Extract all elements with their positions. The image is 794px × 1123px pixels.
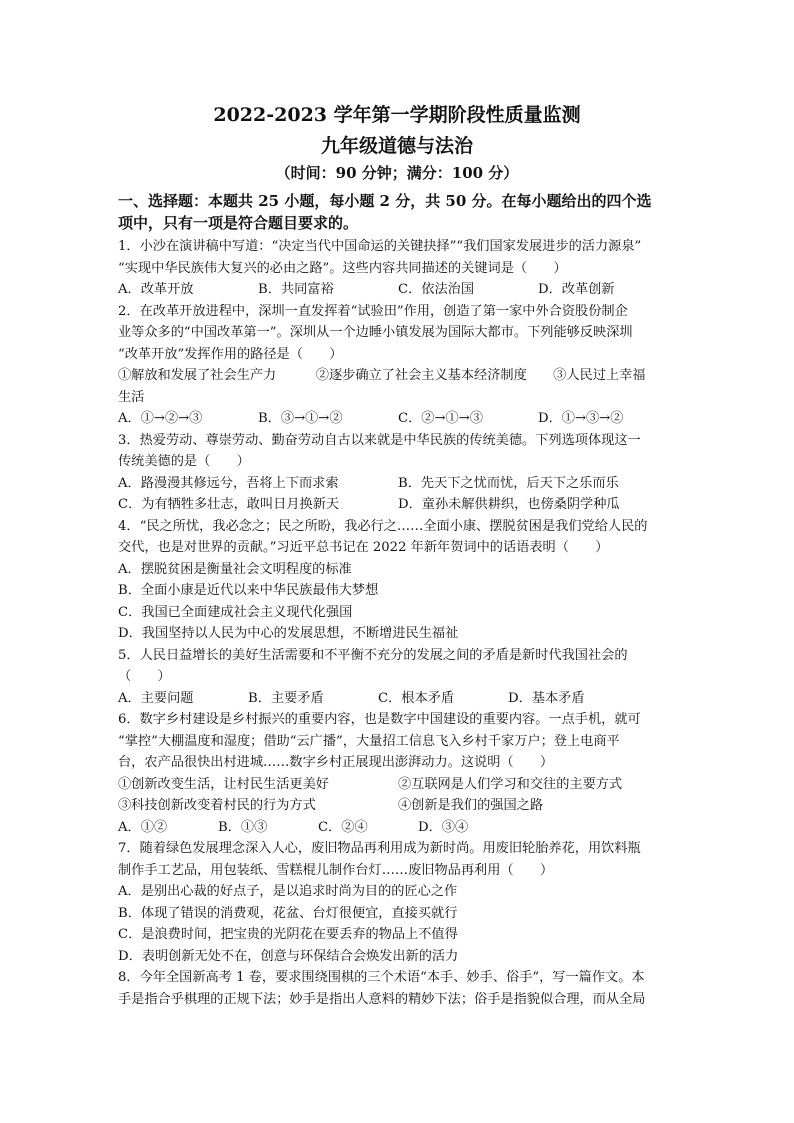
question-text: 交代，也是对世界的贡献。”习近平总书记在 2022 年新年贺词中的话语表明（ ）: [118, 540, 609, 555]
question-4: [118, 516, 678, 645]
statement-list: 生活: [118, 389, 145, 405]
option-c: C．②→①→③: [398, 411, 483, 426]
exam-content: [118, 190, 678, 1010]
statement-list: ①解放和发展了社会生产力 ②逐步确立了社会主义基本经济制度 ③人民过上幸福: [118, 368, 646, 383]
option-c: C．我国已全面建成社会主义现代化强国: [118, 604, 353, 620]
option-b: B．主要矛盾: [248, 690, 324, 706]
question-text: 4．“民之所忧，我必念之；民之所盼，我必行之……全面小康、摆脱贫困是我们党给人民的: [118, 518, 648, 534]
option-c: C．②④: [318, 819, 368, 835]
section-heading-line-2: 项中，只有一项是符合题目要求的。: [118, 214, 359, 232]
exam-time-note: （时间：90 分钟；满分：100 分）: [275, 164, 519, 182]
option-c: C．为有牺牲多壮志，敢叫日月换新天: [118, 497, 340, 512]
statement-3: ③科技创新改变着村民的行为方式: [118, 798, 316, 813]
question-text: 1．小沙在演讲稿中写道：“决定当代中国命运的关键抉择”“我们国家发展进步的活力源泉”: [118, 239, 642, 254]
question-text: 台，农产品很快出村进城……数字乡村正展现出澎湃动力。这说明（ ）: [118, 755, 554, 770]
question-text: “实现中华民族伟大复兴的必由之路”。这些内容共同描述的关键词是（ ）: [118, 260, 567, 276]
question-text: 6．数字乡村建设是乡村振兴的重要内容，也是数字中国建设的重要内容。一点手机，就可: [118, 712, 641, 727]
question-text: 3．热爱劳动、尊崇劳动、勤奋劳动自古以来就是中华民族的传统美德。下列选项体现这一: [118, 432, 641, 448]
question-text: 7．随着绿色发展理念深入人心，废旧物品再利用成为新时尚。用废旧轮胎养花，用饮料瓶: [118, 841, 641, 856]
question-text: 手是指合乎棋理的正规下法；妙手是指出人意料的精妙下法；俗手是指貌似合理，而从全局: [118, 991, 646, 1007]
options-row: [118, 688, 678, 710]
question-text: 业等众多的“中国改革第一”。深圳从一个边睡小镇发展为国际大都市。下列能够反映深圳: [118, 325, 633, 340]
option-a: A．是别出心裁的好点子，是以追求时尚为目的的匠心之作: [118, 884, 458, 899]
question-1: [118, 236, 678, 301]
exam-title: 2022-2023 学年第一学期阶段性质量监测: [213, 104, 581, 126]
option-d: D．基本矛盾: [508, 690, 585, 706]
question-text: 5．人民日益增长的美好生活需要和不平衡不充分的发展之间的矛盾是新时代我国社会的: [118, 647, 628, 663]
option-d: D．表明创新无处不在，创意与环保结合会焕发出新的活力: [118, 948, 459, 964]
question-5: [118, 645, 678, 710]
statement-row: [118, 774, 678, 796]
options-row: [118, 279, 678, 301]
question-7: [118, 838, 678, 967]
option-d: D．③④: [418, 819, 469, 835]
question-text: （ ）: [118, 669, 171, 684]
question-3: [118, 430, 678, 516]
question-text: “改革开放”发挥作用的路径是（ ）: [118, 346, 343, 362]
section-heading-line-1: 一、选择题：本题共 25 小题，每小题 2 分，共 50 分。在每小题给出的四个选: [118, 192, 652, 210]
option-c: C．依法治国: [398, 282, 475, 297]
option-b: B．共同富裕: [258, 282, 334, 297]
option-b: B．全面小康是近代以来中华民族最伟大梦想: [118, 583, 379, 598]
options-row: [118, 817, 678, 839]
statement-2: ②互联网是人们学习和交往的主要方式: [398, 776, 623, 792]
question-8: [118, 967, 678, 1010]
question-text: 8．今年全国新高考 1 卷，要求围绕围棋的三个术语“本手、妙手、俗手”，写一篇作文。本: [118, 970, 645, 985]
question-6: [118, 709, 678, 838]
option-a: A．摆脱贫困是衡量社会文明程度的标准: [118, 561, 352, 577]
option-d: D．①→③→②: [538, 411, 624, 426]
option-a: A．①→②→③: [118, 411, 203, 426]
option-d: D．我国坚持以人民为中心的发展思想，不断增进民生福祉: [118, 626, 459, 641]
section-heading: [118, 190, 678, 234]
option-d: D．童孙未解供耕织，也傍桑阴学种瓜: [398, 497, 620, 512]
question-2: [118, 301, 678, 430]
question-text: 2．在改革开放进程中，深圳一直发挥着“试验田”作用，创造了第一家中外合资股份制企: [118, 303, 628, 319]
option-a: A．①②: [118, 819, 168, 835]
statement-1: ①创新改变生活，让村民生活更美好: [118, 776, 329, 792]
option-c: C．是浪费时间，把宝贵的光阴花在要丢弃的物品上不值得: [118, 927, 458, 942]
options-row: [118, 473, 678, 495]
question-text: 传统美德的是（ ）: [118, 454, 250, 469]
options-row: [118, 408, 678, 430]
question-text: 制作手工艺品，用包装纸、雪糕棍儿制作台灯……废旧物品再利用（ ）: [118, 862, 554, 878]
statement-4: ④创新是我们的强国之路: [398, 798, 544, 813]
options-row: [118, 494, 678, 516]
option-b: B．①③: [218, 819, 268, 835]
question-text: “掌控”大棚温度和湿度；借助“云广播”，大量招工信息飞入乡村千家万户；登上电商平: [118, 733, 620, 749]
option-b: B．先天下之忧而忧，后天下之乐而乐: [398, 475, 619, 491]
option-d: D．改革创新: [538, 282, 615, 297]
option-a: A．主要问题: [118, 690, 194, 706]
option-b: B．体现了错误的消费观，花盆、台灯很便宜，直接买就行: [118, 905, 458, 921]
option-a: A．改革开放: [118, 282, 194, 297]
statement-row: [118, 795, 678, 817]
option-a: A．路漫漫其修远兮，吾将上下而求索: [118, 475, 339, 491]
exam-subject: 九年级道德与法治: [320, 135, 473, 157]
option-c: C．根本矛盾: [378, 690, 455, 706]
option-b: B．③→①→②: [258, 411, 343, 426]
